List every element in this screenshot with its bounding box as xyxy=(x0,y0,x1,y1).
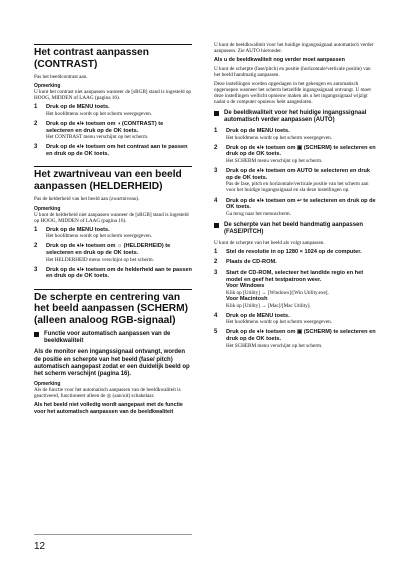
step-sub: Ga terug naar het menuscherm. xyxy=(226,210,291,217)
sharpness-title: De scherpte en centrering van het beeld aanpassen (SCHERM) (alleen analoog RGB-signaal) xyxy=(34,289,192,327)
manual-step-2 xyxy=(214,259,378,266)
step-main: Plaats de CD-ROM. xyxy=(226,259,277,266)
brightness-note-head: Opmerking xyxy=(34,205,61,212)
square-bullet-icon xyxy=(214,111,219,116)
contrast-step-1 xyxy=(34,104,192,117)
brightness-note: U kunt de helderheid niet aanpassen wanneer de [sRGB] stand is ingesteld op HOOG, MIDDEN of LAAG (pagina 16). xyxy=(34,211,189,224)
manual-step-4 xyxy=(214,313,378,326)
auto-step-4 xyxy=(214,198,378,217)
further-adjust-head: Als u de beeldkwaliteit nog verder moet aanpassen xyxy=(214,57,345,64)
auto-adjust-subhead xyxy=(34,331,192,345)
contrast-title: Het contrast aanpassen (CONTRAST) xyxy=(34,44,192,70)
brightness-title: Het zwartniveau van een beeld aanpassen (HELDERHEID) xyxy=(34,166,192,192)
step-sub: Het SCHERM menu verschijnt op het scherm. xyxy=(226,158,323,165)
right-column xyxy=(214,42,378,353)
step-number: 4 xyxy=(214,312,218,319)
auto-step-1 xyxy=(214,128,378,141)
step-main: Druk op de ♦/♦ toetsen om het contrast aan te passen en druk op de OK toets. xyxy=(46,144,188,157)
contrast-note: U kunt het contrast niet aanpassen wanneer de [sRGB] stand is ingesteld op HOOG, MIDDEN of LAAG (pagina 16). xyxy=(34,89,192,102)
step-sub: Het HELDERHEID menu verschijnt op het scherm. xyxy=(46,256,154,263)
step-number: 5 xyxy=(214,329,218,336)
step-main: Stel de resolutie in op 1280 × 1024 op de computer. xyxy=(226,248,362,255)
step-main: Start de CD-ROM, selecteer het land/de regio en het model en geef het testpatroon weer. xyxy=(226,270,364,283)
step-sub: Het CONTRAST menu verschijnt op het scherm. xyxy=(46,134,149,141)
step-main: Druk op de ♦/♦ toetsen om ↩ te selecteren en druk op de OK toets. xyxy=(226,197,376,211)
step-sub: Pas de fase, pitch en horizontale/verticale positie van het scherm aan voor het huidige ingangssignaal en sla deze instellingen op. xyxy=(226,181,369,194)
step-main: Druk op de MENU toets. xyxy=(46,104,110,111)
step-number: 3 xyxy=(214,270,218,277)
step-number: 1 xyxy=(214,248,218,255)
manual-head xyxy=(214,222,378,236)
step-number: 3 xyxy=(34,144,38,151)
bottom-divider xyxy=(34,534,192,535)
mac-path: Klik op [Utility] → [Mac]/[Mac Utility]. xyxy=(226,302,311,309)
step-number: 2 xyxy=(214,259,218,266)
manual-step-3 xyxy=(214,270,378,309)
step-number: 1 xyxy=(34,104,38,111)
step-main: Druk op de MENU toets. xyxy=(46,226,110,233)
step-main: Druk op de ♦/♦ toetsen om de helderheid aan te passen en druk op de OK toets. xyxy=(46,266,192,280)
step-main: Druk op de ♦/♦ toetsen om ▣ (SCHERM) te selecteren en druk op de OK toets. xyxy=(226,329,376,342)
sharpness-note: Als de functie voor het automatisch aanpassen van de beeldkwaliteit is geactiveerd, functioneert alleen de ◎ (aan/uit) schakelaar. xyxy=(34,387,181,400)
contrast-step-3 xyxy=(34,144,192,157)
page-number: 12 xyxy=(34,541,46,552)
step-sub: Het hoofdmenu wordt op het scherm weergegeven. xyxy=(226,319,333,326)
step-number: 4 xyxy=(214,197,218,204)
step-number: 1 xyxy=(214,128,218,135)
windows-label: Voor Windows xyxy=(226,283,265,290)
brightness-intro: Pas de helderheid van het beeld aan (zwartniveau). xyxy=(34,196,140,203)
step-main: Druk op de MENU toets. xyxy=(226,312,290,319)
step-number: 3 xyxy=(34,266,38,273)
auto-step-3 xyxy=(214,168,378,193)
contrast-step-2 xyxy=(34,121,192,140)
further-adjust-para1: U kunt de scherpte (fase/pitch) en positie (horizontale/verticale positie) van het beeld handmatig aanpassen. xyxy=(214,65,371,78)
auto-adjust-subhead-text: Functie voor automatisch aanpassen van de beeldkwaliteit xyxy=(44,331,171,345)
step-main: Druk op de ♦/♦ toetsen om ◑ (CONTRAST) te selecteren en druk op de OK toets. xyxy=(46,120,164,134)
step-number: 3 xyxy=(214,168,218,175)
windows-path: Klik op [Utility] → [Windows]/[Win Utility.exe]. xyxy=(226,289,329,296)
step-number: 2 xyxy=(34,120,38,127)
step-sub: Het hoofdmenu wordt op het scherm weergegeven. xyxy=(226,134,333,141)
step-main: Druk op de ♦/♦ toetsen om ▣ (SCHERM) te selecteren en druk op de OK toets. xyxy=(226,144,376,158)
step-main: Druk op de ♦/♦ toetsen om AUTO te selecteren en druk op de OK toets. xyxy=(226,168,371,181)
manual-step-1 xyxy=(214,249,378,256)
auto-head xyxy=(214,110,378,124)
further-adjust-para2: Deze instellingen worden opgeslagen in het geheugen en automatisch opgeroepen wanneer het scherm hetzelfde ingangssignaal ontvangt. U moet deze instellingen wellicht opnieuw maken als u het ingangssignaal wijzigt nadat u de computer opnieuw hebt aangesloten. xyxy=(214,80,371,106)
step-number: 2 xyxy=(214,144,218,151)
step-main: Druk op de MENU toets. xyxy=(226,128,290,135)
contrast-intro: Pas het beeldcontrast aan. xyxy=(34,74,88,80)
auto-head-text: De beeldkwaliteit voor het huidige ingangssignaal automatisch verder aanpassen (AUTO) xyxy=(224,110,367,124)
step-main: Druk op de ♦/♦ toetsen om ☼ (HELDERHEID) te selecteren en druk op de OK toets. xyxy=(46,243,171,256)
not-fully-adjusted-head: Als het beeld niet volledig wordt aangepast met de functie voor het automatisch aanpassen van de beeldkwaliteit xyxy=(34,402,183,415)
brightness-step-1 xyxy=(34,227,192,240)
mac-label: Voor Macintosh xyxy=(226,295,268,302)
auto-step-2 xyxy=(214,145,378,164)
square-bullet-icon xyxy=(34,332,39,337)
manual-intro: U kunt de scherpte van het beeld als volgt aanpassen. xyxy=(214,239,325,246)
brightness-step-2 xyxy=(34,243,192,262)
sharpness-note-head: Opmerking xyxy=(34,381,61,388)
manual-head-text: De scherpte van het beeld handmatig aanpassen (FASE/PITCH) xyxy=(224,221,364,235)
manual-step-5 xyxy=(214,329,378,348)
step-number: 2 xyxy=(34,243,38,250)
step-sub: Het hoofdmenu wordt op het scherm weergegeven. xyxy=(46,110,153,117)
right-intro: U kunt de beeldkwaliteit voor het huidige ingangssignaal automatisch verder aanpassen. Zie AUTO hieronder. xyxy=(214,42,374,55)
step-sub: Het hoofdmenu wordt op het scherm weergegeven. xyxy=(46,233,153,240)
brightness-step-3 xyxy=(34,267,192,280)
square-bullet-icon xyxy=(214,223,219,228)
step-number: 1 xyxy=(34,226,38,233)
step-sub: Het SCHERM menu verschijnt op het scherm. xyxy=(226,342,323,349)
auto-adjust-description: Als de monitor een ingangssignaal ontvangt, worden de positie en scherpte van het beeld (fase/ pitch) automatisch aangepast zodat er een duidelijk beeld op het scherm verschijnt (pagina 16). xyxy=(34,349,190,377)
left-column xyxy=(34,44,192,417)
contrast-note-head: Opmerking xyxy=(34,83,61,90)
